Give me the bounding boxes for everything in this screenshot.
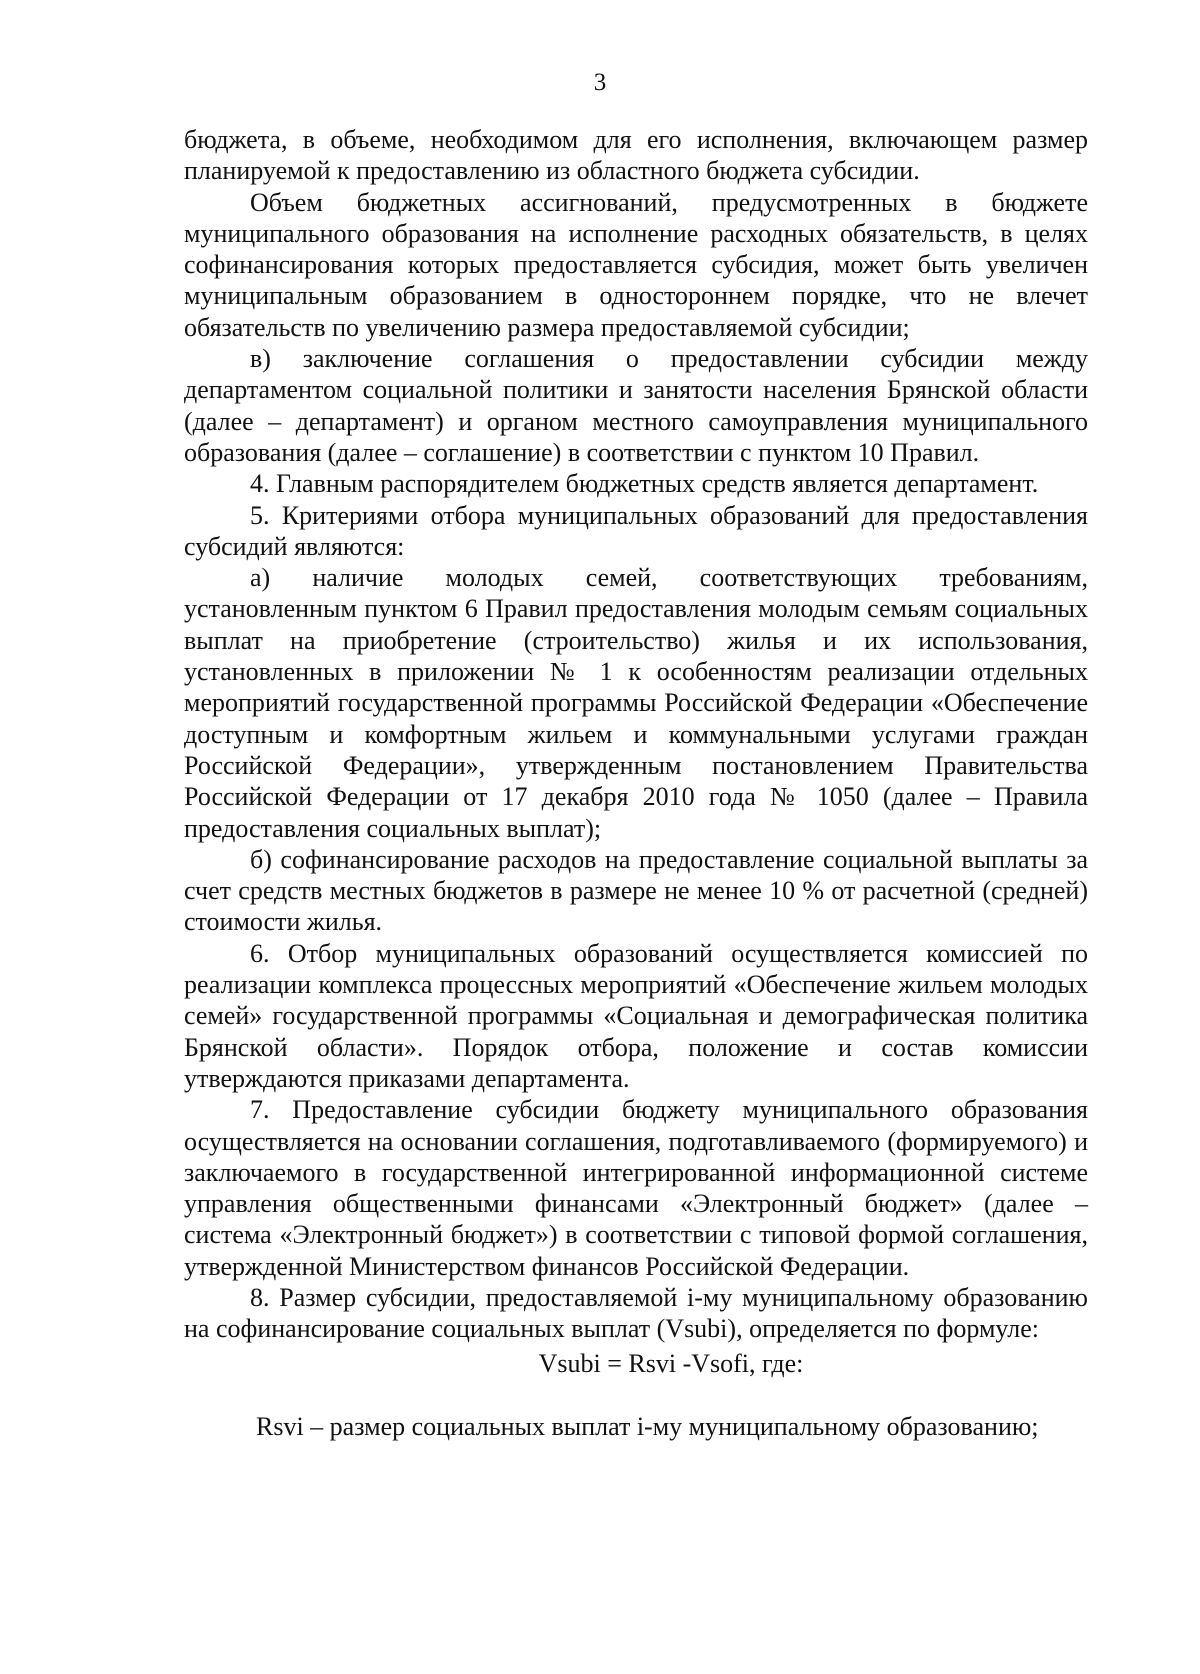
- paragraph-4: 4. Главным распорядителем бюджетных средств является департамент.: [250, 469, 1039, 499]
- paragraph-5: 5. Критериями отбора муниципальных образований для предоставления субсидий являются:: [184, 500, 1088, 561]
- paragraph-8: 8. Размер субсидии, предоставляемой i-му муниципальному образованию на софинансирование социальных выплат (Vsubi), определяется по формуле:: [184, 1282, 1088, 1344]
- paragraph-agreement: в) заключение соглашения о предоставлении субсидии между департаментом социальной политики и занятости населения Брянской области (далее – департамент) и органом местного самоуправления муниципального образования (далее – соглашение) в соответствии с пунктом 10 Правил.: [184, 344, 1088, 467]
- page-number: 3: [593, 69, 607, 96]
- paragraph-7: 7. Предоставление субсидии бюджету муниципального образования осуществляется на основании соглашения, подготавливаемого (формируемого) и заключаемого в государственной интегрированной информационной системе управления общественными финансами «Электронный бюджет» (далее – система «Электронный бюджет») в соответствии с типовой формой соглашения, утвержденной Министерством финансов Российской Федерации.: [184, 1095, 1088, 1281]
- paragraph-5b: б) софинансирование расходов на предоставление социальной выплаты за счет средств местных бюджетов в размере не менее 10 % от расчетной (средней) стоимости жилья.: [184, 844, 1088, 937]
- document-body: [184, 124, 1088, 1442]
- paragraph-budget-allocations: Объем бюджетных ассигнований, предусмотренных в бюджете муниципального образования на исполнение расходных обязательств, в целях софинансирования которых предоставляется субсидия, может быть увеличен муниципальным образованием в одностороннем порядке, что не влечет обязательств по увеличению размера предоставляемой субсидии;: [184, 187, 1088, 342]
- paragraph-6: 6. Отбор муниципальных образований осуществляется комиссией по реализации комплекса процессных мероприятий «Обеспечение жильем молодых семей» государственной программы «Социальная и демографическая политика Брянской области». Порядок отбора, положение и состав комиссии утверждаются приказами департамента.: [184, 938, 1088, 1093]
- formula-definition-rsvi: Rsvi – размер социальных выплат i-му муниципальному образованию;: [256, 1411, 1039, 1441]
- paragraph-budget-continuation: бюджета, в объеме, необходимом для его исполнения, включающем размер планируемой к предоставлению из областного бюджета субсидии.: [184, 125, 1088, 186]
- subsidy-formula: Vsubi = Rsvi -Vsofi, где:: [538, 1348, 804, 1378]
- paragraph-5a: а) наличие молодых семей, соответствующих требованиям, установленным пунктом 6 Правил предоставления молодым семьям социальных выплат на приобретение (строительство) жилья и их использования, установленных в приложении № 1 к особенностям реализации отдельных мероприятий государственной программы Российской Федерации «Обеспечение доступным и комфортным жильем и коммунальными услугами граждан Российской Федерации», утвержденным постановлением Правительства Российской Федерации от 17 декабря 2010 года № 1050 (далее – Правила предоставления социальных выплат);: [184, 563, 1088, 843]
